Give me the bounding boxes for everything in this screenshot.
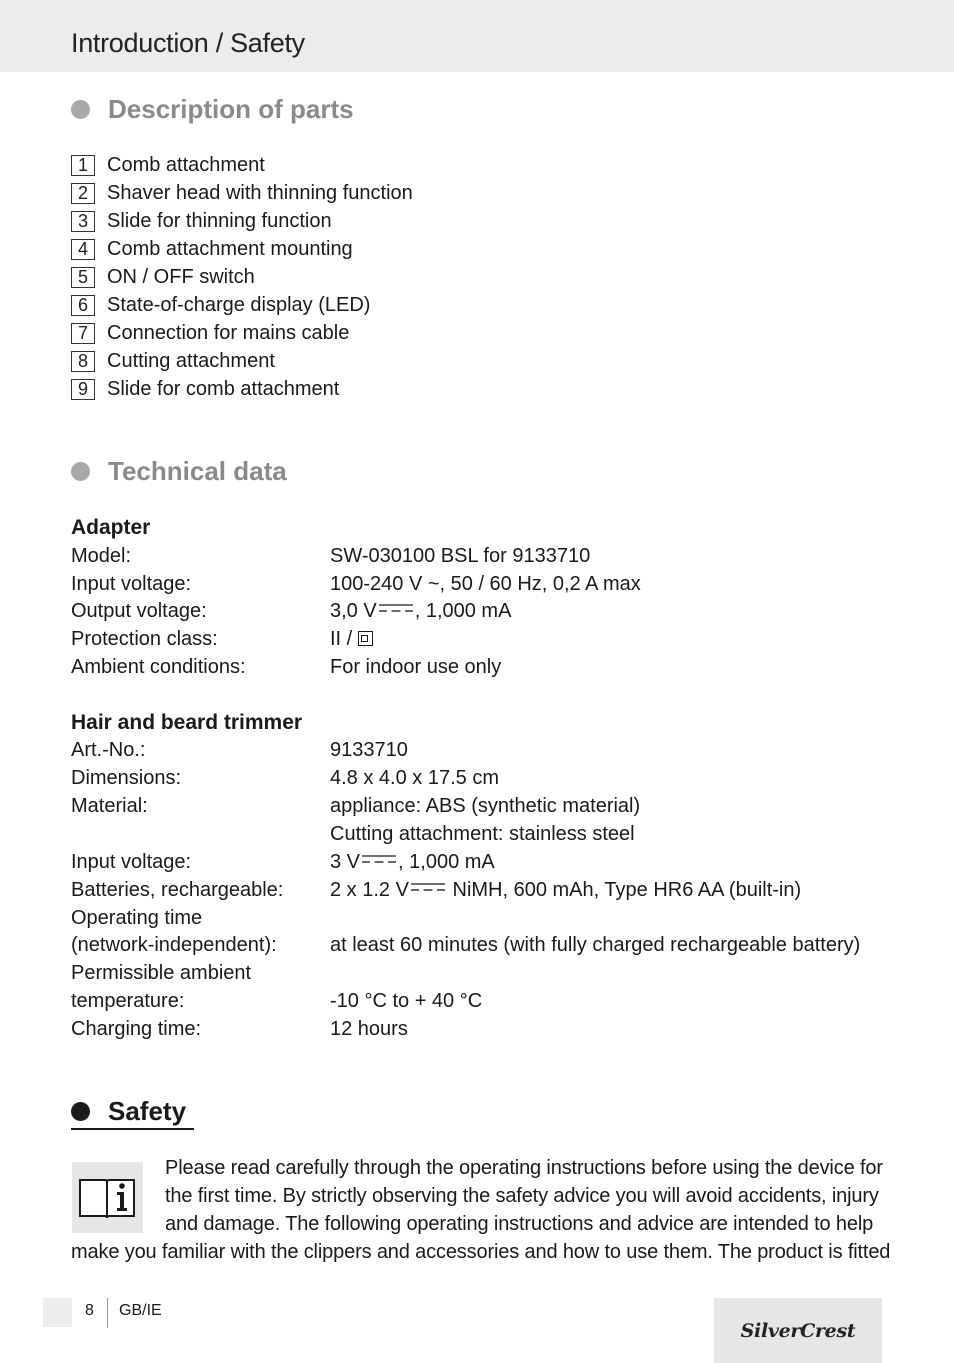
art-no-label: Art.-No.: xyxy=(71,739,146,761)
list-item xyxy=(71,208,413,236)
part-number: 2 xyxy=(71,183,95,204)
part-number: 9 xyxy=(71,379,95,400)
list-item xyxy=(71,319,413,347)
technical-heading xyxy=(71,456,287,487)
part-label: ON / OFF switch xyxy=(107,266,255,288)
footer-marker xyxy=(43,1298,72,1327)
trimmer-subheading: Hair and beard trimmer xyxy=(71,711,303,734)
safety-text-line: Please read carefully through the operating instructions before using the device for xyxy=(165,1157,883,1179)
adapter-input-value: 100-240 V ~, 50 / 60 Hz, 0,2 A max xyxy=(330,573,641,595)
model-label: Model: xyxy=(71,545,132,567)
page-number: 8 xyxy=(85,1302,94,1319)
safety-underline xyxy=(71,1128,194,1130)
safety-text-line: and damage. The following operating instructions and advice are intended to help xyxy=(165,1213,874,1235)
list-item xyxy=(71,375,413,403)
trimmer-input-pre: 3 V xyxy=(330,851,361,873)
protection-class-value xyxy=(330,628,373,651)
part-number: 1 xyxy=(71,155,95,176)
safety-text-line: make you familiar with the clippers and accessories and how to use them. The product is fitted xyxy=(71,1241,891,1263)
material-value-2: Cutting attachment: stainless steel xyxy=(330,823,635,845)
material-value-1: appliance: ABS (synthetic material) xyxy=(330,795,641,817)
batteries-value xyxy=(330,879,801,902)
technical-heading-text: Technical data xyxy=(108,456,287,486)
part-label: Connection for mains cable xyxy=(107,321,350,344)
part-number: 7 xyxy=(71,323,95,344)
part-label: Slide for comb attachment xyxy=(107,377,340,400)
batteries-post: NiMH, 600 mAh, Type HR6 AA (built-in) xyxy=(446,879,802,901)
language-code: GB/IE xyxy=(119,1302,162,1319)
dc-symbol-icon xyxy=(410,882,446,892)
dimensions-label: Dimensions: xyxy=(71,767,182,789)
adapter-subheading: Adapter xyxy=(71,516,151,539)
adapter-input-label: Input voltage: xyxy=(71,573,192,595)
list-item xyxy=(71,236,413,264)
material-label: Material: xyxy=(71,795,148,817)
batteries-label: Batteries, rechargeable: xyxy=(71,879,284,901)
part-label: Comb attachment mounting xyxy=(107,238,353,261)
part-label: Slide for thinning function xyxy=(107,210,332,233)
safety-heading xyxy=(71,1096,186,1127)
list-item xyxy=(71,264,413,292)
footer-divider xyxy=(107,1298,108,1328)
part-number: 8 xyxy=(71,351,95,372)
part-label: Comb attachment xyxy=(107,154,265,177)
part-number: 5 xyxy=(71,267,95,288)
output-voltage-value xyxy=(330,600,511,623)
brand-logo xyxy=(714,1298,882,1363)
protection-class-text: II / xyxy=(330,628,353,650)
operating-time-value: at least 60 minutes (with fully charged rechargeable battery) xyxy=(330,934,861,956)
trimmer-input-post: , 1,000 mA xyxy=(398,851,495,873)
bullet-icon xyxy=(71,1102,90,1121)
list-item xyxy=(71,291,413,319)
operating-time-label-1: Operating time xyxy=(71,907,203,929)
parts-list xyxy=(71,152,413,403)
list-item xyxy=(71,347,413,375)
manual-info-icon xyxy=(72,1162,143,1233)
part-number: 6 xyxy=(71,295,95,316)
list-item xyxy=(71,152,413,180)
operating-time-label-2: (network-independent): xyxy=(71,934,277,956)
model-value: SW-030100 BSL for 9133710 xyxy=(330,545,591,567)
charging-time-label: Charging time: xyxy=(71,1018,202,1040)
protection-class-ii-icon xyxy=(358,631,373,646)
safety-text-line: the first time. By strictly observing the safety advice you will avoid accidents, injury xyxy=(165,1185,879,1207)
output-voltage-post: , 1,000 mA xyxy=(414,600,512,622)
dc-symbol-icon xyxy=(378,603,414,613)
parts-heading xyxy=(71,94,354,125)
page-title: Introduction / Safety xyxy=(71,28,305,58)
part-number: 4 xyxy=(71,239,95,260)
safety-heading-text: Safety xyxy=(108,1096,187,1126)
brand-logo-text: SilverCrest xyxy=(740,1319,856,1342)
ambient-label: Ambient conditions: xyxy=(71,656,246,678)
dc-symbol-icon xyxy=(361,854,397,864)
dimensions-value: 4.8 x 4.0 x 17.5 cm xyxy=(330,767,499,789)
part-label: State-of-charge display (LED) xyxy=(107,293,371,316)
bullet-icon xyxy=(71,462,90,481)
trimmer-input-value xyxy=(330,851,495,874)
part-label: Shaver head with thinning function xyxy=(107,182,413,205)
trimmer-input-label: Input voltage: xyxy=(71,851,192,873)
part-number: 3 xyxy=(71,211,95,232)
output-voltage-pre: 3,0 V xyxy=(330,600,377,622)
ambient-value: For indoor use only xyxy=(330,656,502,678)
part-label: Cutting attachment xyxy=(107,349,275,372)
output-voltage-label: Output voltage: xyxy=(71,600,207,622)
protection-class-label: Protection class: xyxy=(71,628,218,650)
temperature-label-1: Permissible ambient xyxy=(71,962,252,984)
temperature-label-2: temperature: xyxy=(71,990,185,1012)
art-no-value: 9133710 xyxy=(330,739,408,761)
batteries-pre: 2 x 1.2 V xyxy=(330,879,409,901)
bullet-icon xyxy=(71,100,90,119)
list-item xyxy=(71,180,413,208)
charging-time-value: 12 hours xyxy=(330,1018,408,1040)
parts-heading-text: Description of parts xyxy=(108,94,354,124)
temperature-value: -10 °C to + 40 °C xyxy=(330,990,483,1012)
